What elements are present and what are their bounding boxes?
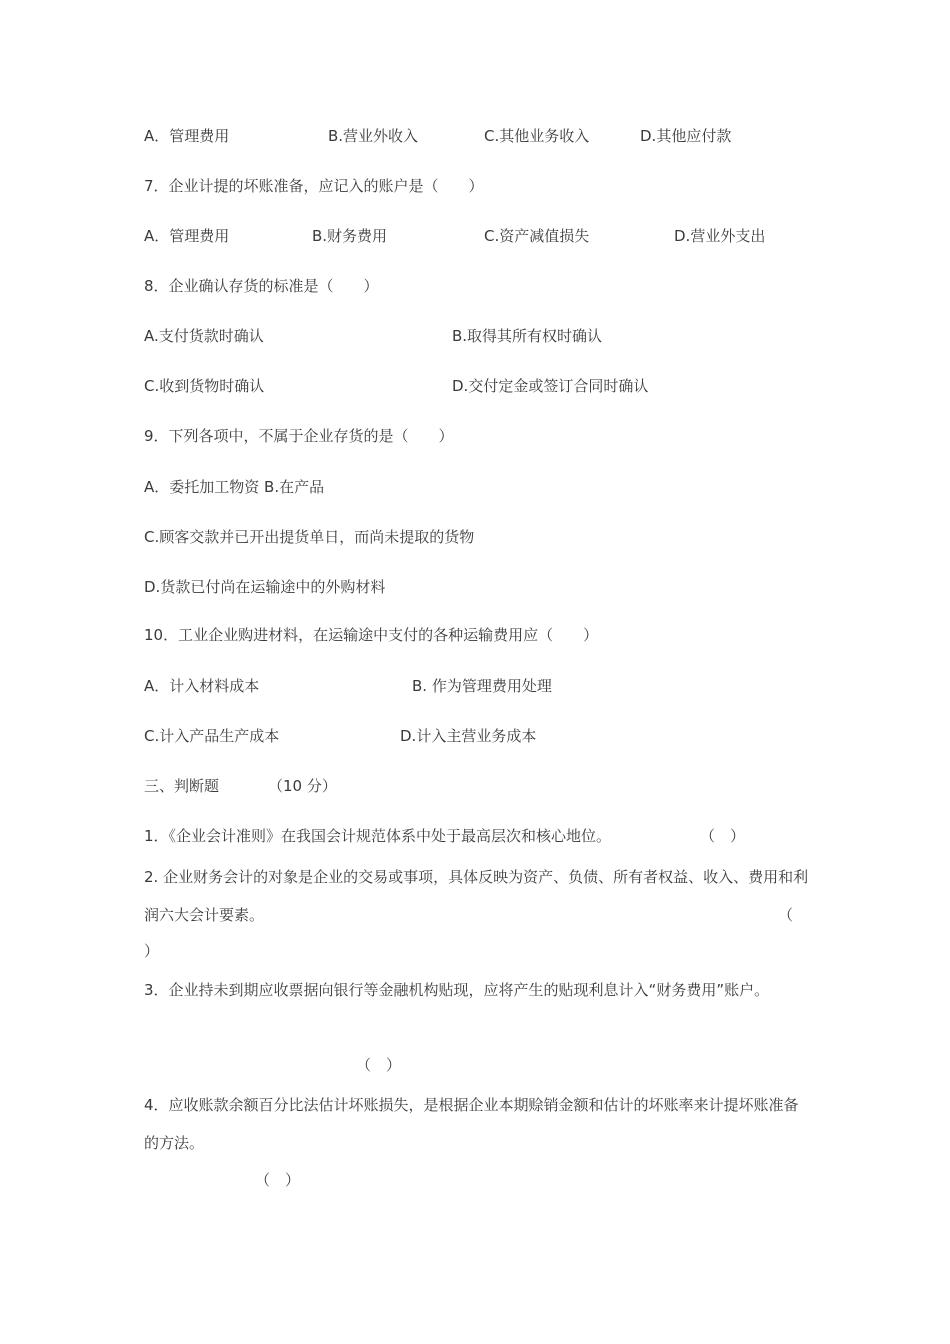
q9-option-ab: A．委托加工物资 B.在产品 — [144, 478, 325, 496]
q10-option-d: D.计入主营业务成本 — [400, 727, 537, 745]
q7-option-d: D.营业外支出 — [674, 227, 766, 245]
q8-option-c: C.收到货物时确认 — [144, 377, 265, 395]
q10-option-a: A．计入材料成本 — [144, 677, 260, 695]
q7-option-b: B.财务费用 — [312, 227, 388, 245]
q7-option-a: A．管理费用 — [144, 227, 230, 245]
q9-stem: 9．下列各项中，不属于企业存货的是（ ） — [144, 427, 454, 445]
tf-4-answer-paren: （ ） — [255, 1171, 301, 1189]
q8-option-a: A.支付货款时确认 — [144, 327, 264, 345]
q6-option-a: A．管理费用 — [144, 127, 230, 145]
tf-2-paren-close: ） — [144, 942, 160, 960]
q10-option-c: C.计入产品生产成本 — [144, 727, 280, 745]
tf-question-1: 1．《企业会计准则》在我国会计规范体系中处于最高层次和核心地位。 — [144, 827, 612, 845]
q8-option-d: D.交付定金或签订合同时确认 — [452, 377, 649, 395]
q8-option-b: B.取得其所有权时确认 — [452, 327, 603, 345]
tf-question-3: 3．企业持未到期应收票据向银行等金融机构贴现，应将产生的贴现利息计入“财务费用”账户。 — [144, 981, 770, 999]
tf-3-answer-paren: （ ） — [356, 1056, 402, 1074]
q9-option-d: D.货款已付尚在运输途中的外购材料 — [144, 578, 386, 596]
section-3-title: 三、判断题 — [144, 777, 220, 795]
q6-option-b: B.营业外收入 — [328, 127, 419, 145]
section-3-score: （10 分） — [268, 777, 337, 795]
q7-stem: 7．企业计提的坏账准备，应记入的账户是（ ） — [144, 177, 484, 195]
q6-option-c: C.其他业务收入 — [484, 127, 590, 145]
q6-option-d: D.其他应付款 — [640, 127, 732, 145]
q7-option-c: C.资产减值损失 — [484, 227, 590, 245]
q10-stem: 10．工业企业购进材料，在运输途中支付的各种运输费用应（ ） — [144, 626, 599, 644]
q10-option-b: B. 作为管理费用处理 — [412, 677, 552, 695]
q9-option-c: C.顾客交款并已开出提货单日，而尚未提取的货物 — [144, 528, 475, 546]
tf-2-paren-open: （ — [778, 906, 794, 924]
tf-question-2: 2. 企业财务会计的对象是企业的交易或事项，具体反映为资产、负债、所有者权益、收入、费用和利润六大会计要素。 — [144, 868, 809, 924]
tf-1-answer-paren: （ ） — [700, 827, 746, 845]
q8-stem: 8．企业确认存货的标准是（ ） — [144, 277, 379, 295]
tf-question-4: 4．应收账款余额百分比法估计坏账损失，是根据企业本期赊销金额和估计的坏账率来计提坏账准备的方法。 — [144, 1096, 799, 1152]
